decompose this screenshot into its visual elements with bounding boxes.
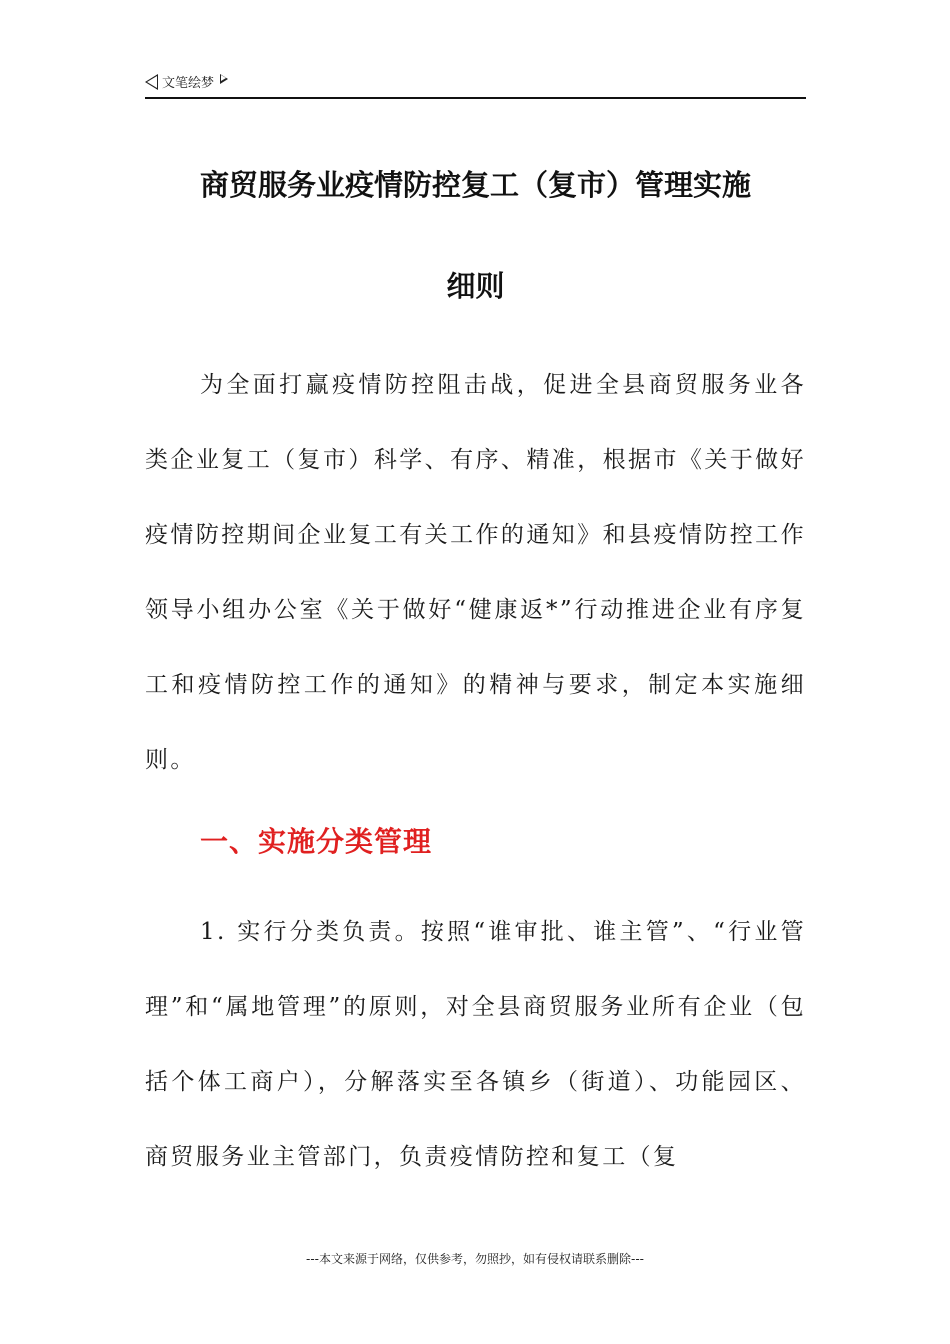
title-line-1: 商贸服务业疫情防控复工（复市）管理实施 [199, 168, 751, 202]
triangle-left-icon [145, 74, 158, 90]
intro-paragraph: 为全面打赢疫情防控阻击战，促进全县商贸服务业各类企业复工（复市）科学、有序、精准，根据市《关于做好疫情防控期间企业复工有关工作的通知》和县疫情防控工作领导小组办公室《关于做好“健康返*”行动推进企业有序复工和疫情防控工作的通知》的精神与要求，制定本实施细则。 [145, 372, 806, 773]
header-divider [145, 97, 806, 99]
document-title [145, 160, 806, 311]
triangle-right-icon [220, 74, 228, 84]
header-brand: 文笔绘梦 [162, 76, 215, 91]
document-header [145, 72, 228, 91]
title-line-2: 细则 [446, 269, 505, 303]
section-heading: 一、实施分类管理 [200, 825, 433, 858]
body-paragraph: 1. 实行分类负责。按照“谁审批、谁主管”、“行业管理”和“属地管理”的原则，对全县商贸服务业所有企业（包括个体工商户），分解落实至各镇乡（街道）、功能园区、商贸服务业主管部门，负责疫情防控和复工（复 [145, 919, 806, 1170]
footer-notice: ---本文来源于网络，仅供参考，勿照抄，如有侵权请联系删除--- [306, 1252, 644, 1266]
